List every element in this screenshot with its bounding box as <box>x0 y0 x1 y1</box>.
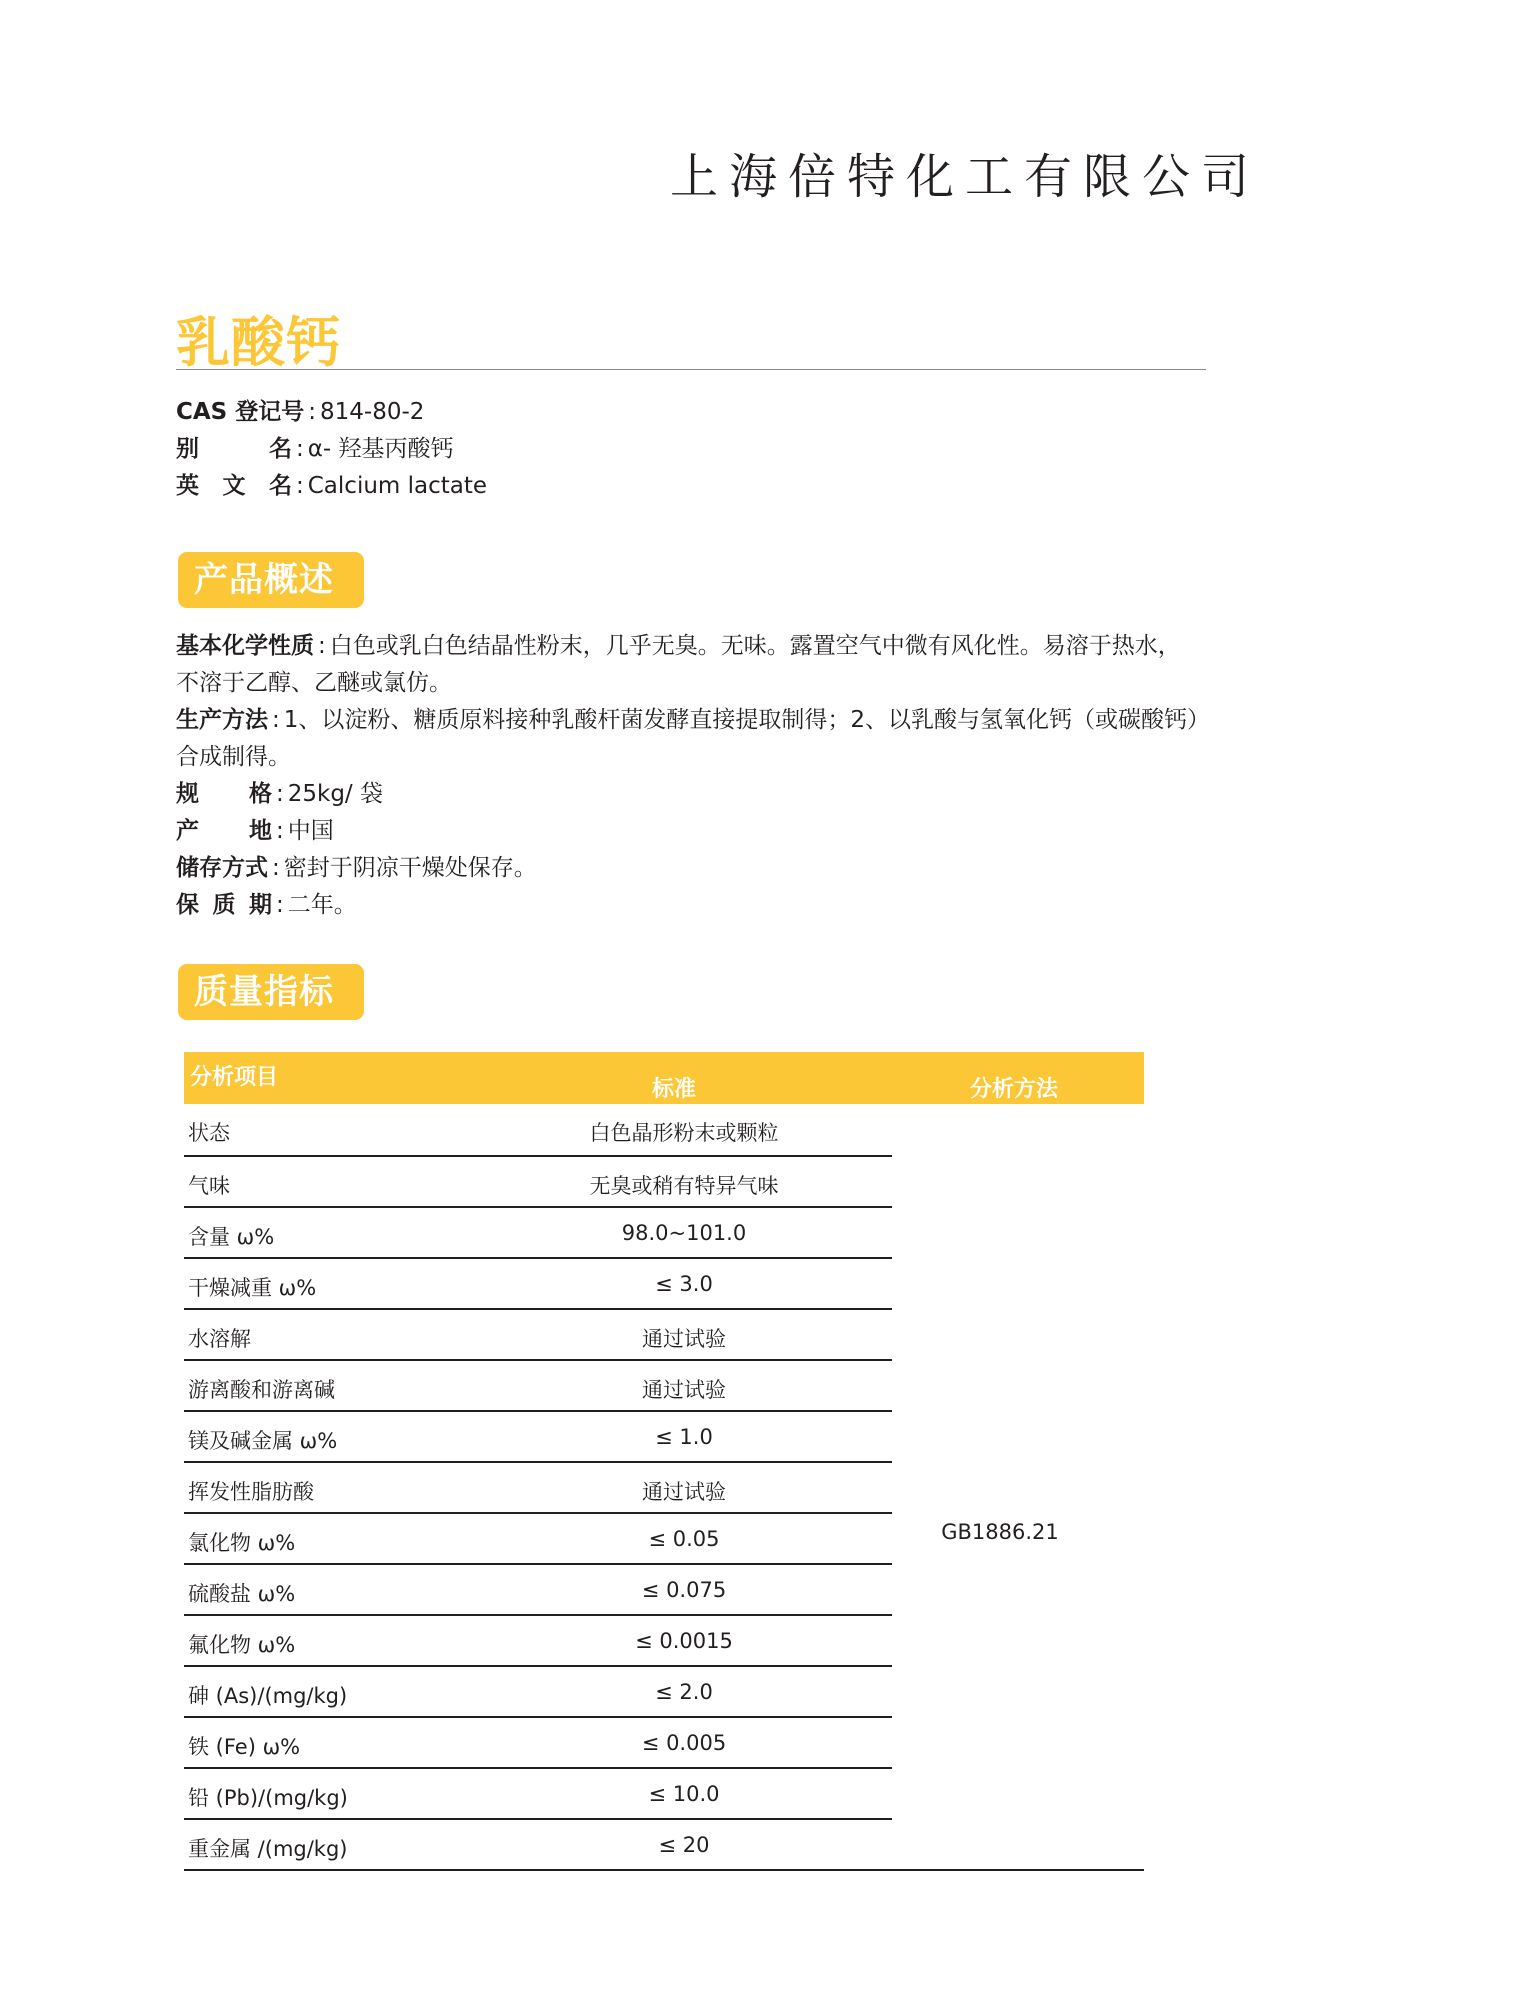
row-item: 氯化物 ω% <box>188 1531 296 1555</box>
title-divider <box>176 369 1206 370</box>
spec-line: 规 格 : 25kg/ 袋 <box>176 776 1256 813</box>
production-line: 生产方法 : 1、以淀粉、糖质原料接种乳酸杆菌发酵直接提取制得；2、以乳酸与氢氧化钙（或碳酸钙） <box>176 707 1211 733</box>
row-standard: ≤ 2.0 <box>655 1680 713 1704</box>
cas-row: CAS 登记号 : 814-80-2 <box>176 394 487 431</box>
storage-label: 储存方式 <box>176 855 268 881</box>
table-row <box>184 1259 892 1310</box>
row-standard: ≤ 3.0 <box>655 1272 713 1296</box>
alias-label: 别 名 <box>176 436 292 462</box>
production-line-2: 合成制得。 <box>176 744 291 770</box>
row-item: 硫酸盐 ω% <box>188 1582 296 1606</box>
row-standard: 通过试验 <box>642 1378 726 1402</box>
table-row <box>184 1616 892 1667</box>
overview-section-tab: 产品概述 <box>178 552 364 608</box>
english-name-label: 英 文 名 <box>176 473 292 499</box>
table-row <box>184 1361 892 1412</box>
overview-body <box>176 628 1256 924</box>
table-row <box>184 1208 892 1259</box>
product-title: 乳酸钙 <box>176 311 341 374</box>
header-item: 分析项目 <box>190 1065 279 1090</box>
alias-row: 别 名 : α- 羟基丙酸钙 <box>176 431 487 468</box>
english-name-row: 英 文 名 : Calcium lactate <box>176 468 487 505</box>
row-item: 干燥减重 ω% <box>188 1276 317 1300</box>
row-standard: ≤ 0.075 <box>641 1578 727 1602</box>
production-value: 1、以淀粉、糖质原料接种乳酸杆菌发酵直接提取制得；2、以乳酸与氢氧化钙（或碳酸钙） <box>283 707 1211 733</box>
chem-property-line: 基本化学性质 : 白色或乳白色结晶性粉末，几乎无臭。无味。露置空气中微有风化性。易溶于热水， <box>176 633 1181 659</box>
row-standard: 通过试验 <box>642 1327 726 1351</box>
table-row <box>184 1463 892 1514</box>
row-standard: ≤ 10.0 <box>648 1782 720 1806</box>
shelf-life-line: 保 质 期 : 二年。 <box>176 887 1256 924</box>
table-row <box>184 1157 892 1208</box>
shelf-life-value: 二年。 <box>287 892 357 918</box>
row-standard: 98.0~101.0 <box>621 1221 747 1245</box>
table-row <box>184 1718 892 1769</box>
row-item: 重金属 /(mg/kg) <box>188 1837 348 1861</box>
quality-table-header <box>184 1052 1144 1104</box>
quality-section-tab: 质量指标 <box>178 964 364 1020</box>
analysis-method: GB1886.21 <box>941 1520 1059 1544</box>
shelf-life-label: 保 质 期 <box>176 892 272 918</box>
row-item: 含量 ω% <box>188 1225 275 1249</box>
quality-table <box>184 1052 1144 1871</box>
row-item: 状态 <box>188 1121 230 1145</box>
row-item: 气味 <box>188 1174 230 1198</box>
origin-label: 产 地 <box>176 818 272 844</box>
header-method: 分析方法 <box>969 1077 1058 1102</box>
origin-line: 产 地 : 中国 <box>176 813 1256 850</box>
row-item: 铁 (Fe) ω% <box>188 1735 301 1759</box>
row-standard: ≤ 1.0 <box>655 1425 713 1449</box>
row-standard: 无臭或稍有特异气味 <box>589 1174 779 1198</box>
chem-value: 白色或乳白色结晶性粉末，几乎无臭。无味。露置空气中微有风化性。易溶于热水， <box>329 633 1181 659</box>
cas-value: 814-80-2 <box>320 399 425 425</box>
row-standard: ≤ 0.0015 <box>635 1629 733 1653</box>
spec-value: 25kg/ 袋 <box>287 781 383 807</box>
row-standard: 通过试验 <box>642 1480 726 1504</box>
table-row <box>184 1104 892 1157</box>
cas-label: CAS 登记号 <box>176 399 305 425</box>
header-standard: 标准 <box>651 1077 696 1102</box>
row-standard: ≤ 0.05 <box>648 1527 720 1551</box>
table-row <box>184 1514 892 1565</box>
production-label: 生产方法 <box>176 707 268 733</box>
english-name-value: Calcium lactate <box>307 473 488 499</box>
row-item: 水溶解 <box>188 1327 251 1351</box>
storage-value: 密封于阴凉干燥处保存。 <box>283 855 537 881</box>
row-item: 镁及碱金属 ω% <box>188 1429 338 1453</box>
storage-line: 储存方式 : 密封于阴凉干燥处保存。 <box>176 855 537 881</box>
chem-property-line-2: 不溶于乙醇、乙醚或氯仿。 <box>176 670 452 696</box>
table-row <box>184 1565 892 1616</box>
company-name: 上海倍特化工有限公司 <box>669 149 1260 205</box>
method-column-bottom-rule <box>892 1869 1144 1871</box>
table-row <box>184 1820 892 1871</box>
row-item: 氟化物 ω% <box>188 1633 296 1657</box>
row-item: 挥发性脂肪酸 <box>188 1480 314 1504</box>
row-item: 游离酸和游离碱 <box>188 1378 335 1402</box>
product-info <box>176 394 487 505</box>
table-row <box>184 1667 892 1718</box>
table-row <box>184 1412 892 1463</box>
row-standard: 白色晶形粉末或颗粒 <box>589 1121 779 1145</box>
alias-value: α- 羟基丙酸钙 <box>307 436 454 462</box>
chem-label: 基本化学性质 <box>176 633 314 659</box>
row-standard: ≤ 0.005 <box>641 1731 727 1755</box>
quality-table-body <box>184 1104 1144 1871</box>
table-row <box>184 1310 892 1361</box>
spec-label: 规 格 <box>176 781 272 807</box>
row-item: 铅 (Pb)/(mg/kg) <box>188 1786 348 1810</box>
table-row <box>184 1769 892 1820</box>
row-item: 砷 (As)/(mg/kg) <box>188 1684 348 1708</box>
origin-value: 中国 <box>287 818 334 844</box>
row-standard: ≤ 20 <box>658 1833 710 1857</box>
